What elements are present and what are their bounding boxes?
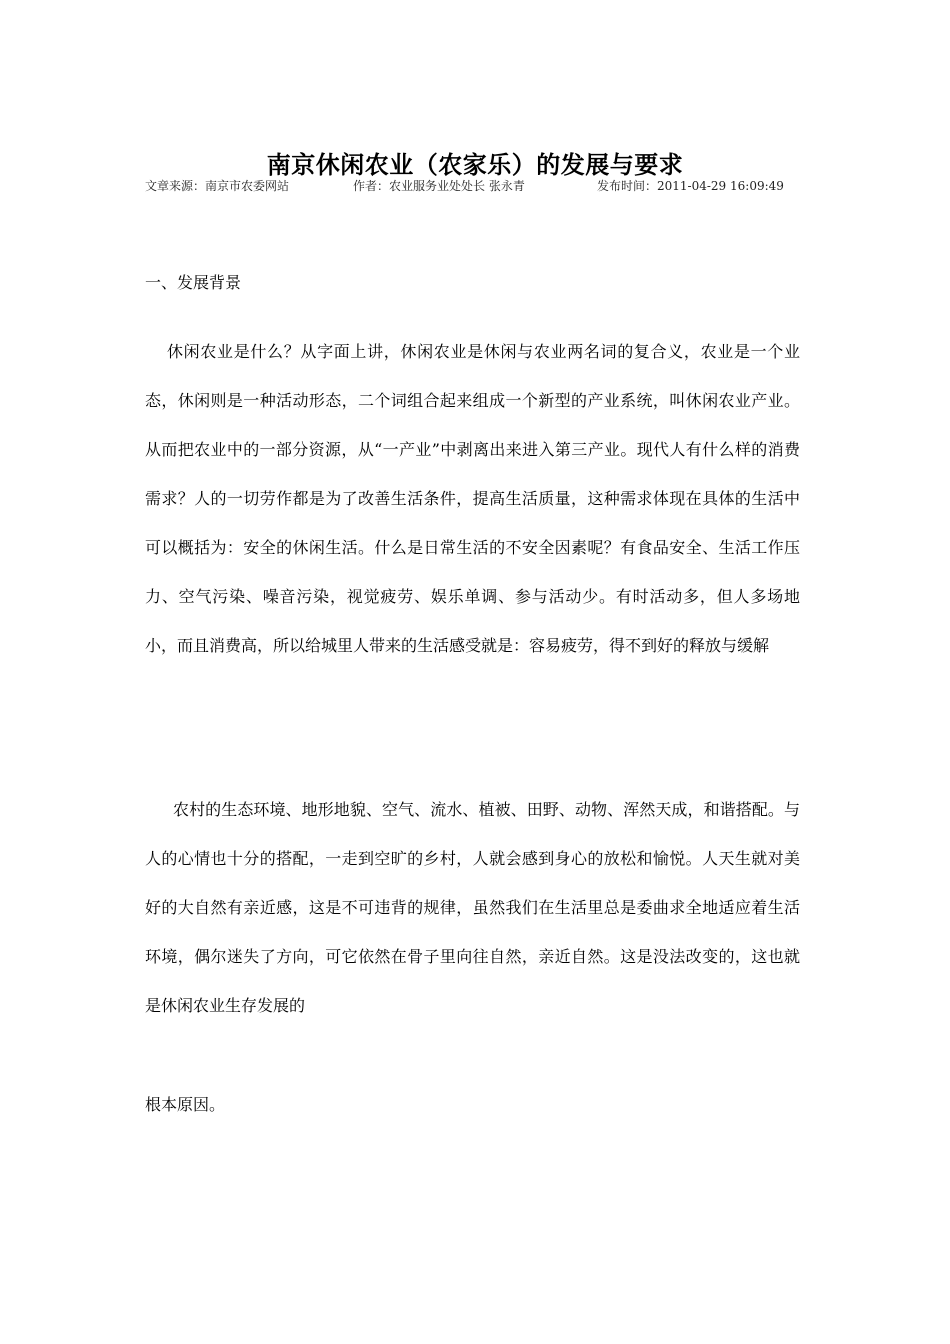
paragraph-1: 休闲农业是什么？从字面上讲，休闲农业是休闲与农业两名词的复合义，农业是一个业态，休闲则是一种活动形态，二个词组合起来组成一个新型的产业系统，叫休闲农业产业。从而把农业中的一部分资源，从“一产业”中剥离出来进入第三产业。现代人有什么样的消费需求？人的一切劳作都是为了改善生活条件，提高生活质量，这种需求体现在具体的生活中可以概括为：安全的休闲生活。什么是日常生活的不安全因素呢？有食品安全、生活工作压力、空气污染、噪音污染，视觉疲劳、娱乐单调、参与活动少。有时活动多，但人多场地小，而且消费高，所以给城里人带来的生活感受就是：容易疲劳，得不到好的释放与缓解 — [145, 342, 800, 655]
article-title: 南京休闲农业（农家乐）的发展与要求 — [266, 150, 684, 180]
meta-source: 文章来源：南京市农委网站 — [145, 179, 290, 193]
section-heading: 一、发展背景 — [145, 273, 242, 292]
closing-line: 根本原因。 — [145, 1095, 226, 1114]
meta-published: 发布时间：2011-04-29 16:09:49 — [597, 179, 784, 193]
paragraph-2: 农村的生态环境、地形地貌、空气、流水、植被、田野、动物、浑然天成，和谐搭配。与人的心情也十分的搭配，一走到空旷的乡村，人就会感到身心的放松和愉悦。人天生就对美好的大自然有亲近感，这是不可违背的规律，虽然我们在生活里总是委曲求全地适应着生活环境，偶尔迷失了方向，可它依然在骨子里向往自然，亲近自然。这是没法改变的，这也就是休闲农业生存发展的 — [145, 800, 800, 1015]
article-meta — [145, 177, 845, 195]
meta-author: 作者：农业服务业处处长 张永青 — [353, 179, 525, 193]
